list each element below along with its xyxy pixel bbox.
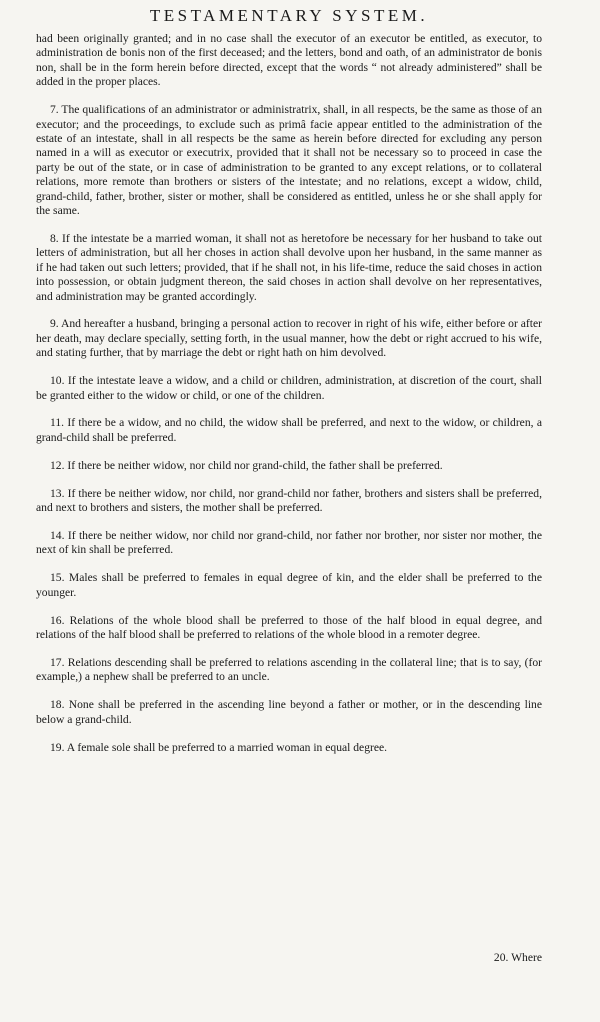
running-head: TESTAMENTARY SYSTEM.: [149, 6, 429, 25]
paragraph-17: 17. Relations descending shall be preferred to relations ascending in the collateral line; that is to say, (for example,) a nephew shall be preferred to an uncle.: [36, 655, 542, 684]
paragraph-18: 18. None shall be preferred in the ascending line beyond a father or mother, or in the descending line below a grand-child.: [36, 698, 542, 726]
paragraph-14: 14. If there be neither widow, nor child nor grand-child, nor father nor brother, nor sister nor mother, the next of kin shall be preferred.: [36, 528, 542, 557]
paragraph-19: 19. A female sole shall be preferred to a married woman in equal degree.: [50, 740, 388, 754]
paragraph-16: 16. Relations of the whole blood shall be preferred to those of the half blood in equal degree, and relations of the half blood shall be preferred to relations of the whole blood in a remoter degree.: [36, 613, 542, 641]
paragraph-7: 7. The qualifications of an administrator or administratrix, shall, in all respects, be the same as those of an executor; and the proceedings, to exclude such as primâ facie appear entitled to the administration of the estate of an intestate, shall in all respects be the same as herein before directed for excluding any person named in a will as executor or executrix, provided that it shall not be necessary so to proceed in case the party be out of the state, or in case of administration to be granted to any except relations, or to collateral relations, more remote than brothers or sisters of the intestate; and no relations, except a widow, child, grand-child, father, brother, sister or mother, shall be considered as entitled, unless he or she shall apply for the same.: [36, 103, 542, 217]
paragraph-9: 9. And hereafter a husband, bringing a personal action to recover in right of his wife, either before or after her death, may declare specially, setting forth, in the usual manner, how the debt or right accrued to his wife, and stating further, that by marriage the debt or right hath on him devolved.: [36, 317, 542, 360]
paragraph-11: 11. If there be a widow, and no child, the widow shall be preferred, and next to the widow, or children, a grand-child shall be preferred.: [36, 416, 542, 444]
paragraph-8: 8. If the intestate be a married woman, it shall not as heretofore be necessary for her husband to take out letters of administration, but all her choses in action shall devolve upon her husband, in the same manner as if he had taken out such letters; provided, that if he shall not, in his life-time, reduce the said choses in action into possession, or obtain judgment thereon, the said choses in action shall devolve on her representatives, and administration may be granted accordingly.: [36, 231, 542, 303]
paragraph-13: 13. If there be neither widow, nor child, nor grand-child nor father, brothers and sisters shall be preferred, and next to brothers and sisters, the mother shall be preferred.: [36, 486, 542, 515]
catchword: 20. Where: [493, 951, 542, 964]
paragraph-12: 12. If there be neither widow, nor child nor grand-child, the father shall be preferred.: [50, 458, 443, 472]
paragraph-continuation: had been originally granted; and in no case shall the executor of an executor be entitled, as executor, to administration de bonis non of the first deceased; and the letters, bond and oath, of an administrator de bonis non, shall be in the form herein before directed, except that the words “ not already administered” shall be added in the proper places.: [36, 32, 542, 89]
paragraph-15: 15. Males shall be preferred to females in equal degree of kin, and the elder shall be preferred to the younger.: [36, 571, 542, 599]
paragraph-10: 10. If the intestate leave a widow, and a child or children, administration, at discretion of the court, shall be granted either to the widow or child, or one of the children.: [36, 374, 542, 402]
